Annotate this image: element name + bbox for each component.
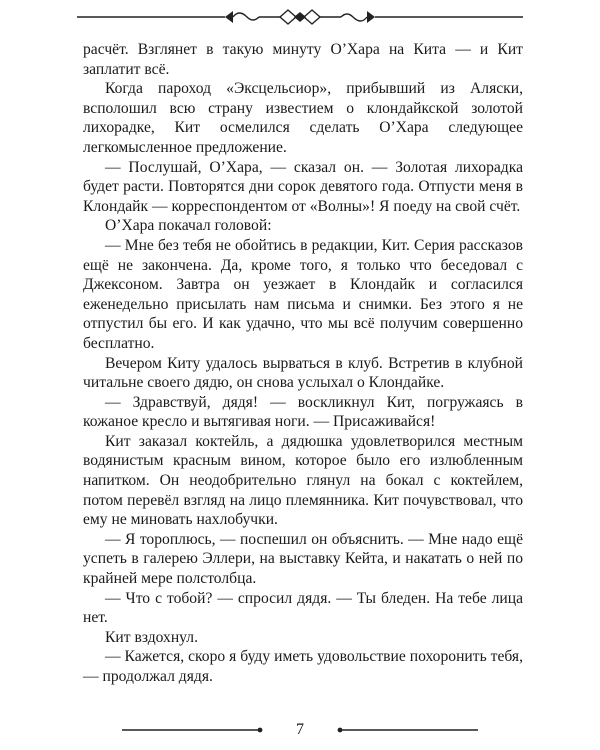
paragraph: Когда пароход «Эксцельсиор», прибывший из Аляски, всполошил всю страну известием о клондайкской золотой лихорадке, Кит осмелился сделать О’Хара следующее легкомысленное предложение. [83, 80, 523, 156]
paragraph: — Я тороплюсь, — поспешил он объяснить. — Мне надо ещё успеть в галерею Эллери, на выставку Кейта, и накатать о ней по крайней мере полстолбца. [83, 530, 523, 588]
paragraph: Кит вздохнул. [105, 628, 198, 646]
paragraph: — Что с тобой? — спросил дядя. — Ты бледен. На тебе лица нет. [83, 589, 523, 627]
paragraph: — Послушай, О’Хара, — сказал он. — Золотая лихорадка будет расти. Повторятся дни сорок девятого года. Отпусти меня в Клондайк — корреспондентом от «Волны»! Я поеду на свой счёт. [83, 158, 523, 215]
paragraph: — Здравствуй, дядя! — воскликнул Кит, погружаясь в кожаное кресло и вытягивая ноги. — Присаживайся! [83, 393, 523, 431]
page-footer [120, 719, 480, 741]
paragraph: расчёт. Взглянет в такую минуту О’Хара на Кита — и Кит заплатит всё. [83, 41, 523, 78]
paragraph: — Мне без тебя не обойтись в редакции, Кит. Серия рассказов ещё не закончена. Да, кроме того, я только что беседовал с Джексоном. Завтра он уезжает в Клондайк и согласился еженедельно присылать нам письма и снимки. Без этого я не отпустил бы его. И как удачно, что мы всё получим совершенно бесплатно. [83, 236, 523, 352]
paragraph: — Кажется, скоро я буду иметь удовольствие похоронить тебя, — продолжал дядя. [83, 648, 523, 685]
top-ornament [75, 6, 525, 28]
page-number: 7 [296, 721, 304, 738]
paragraph: О’Хара покачал головой: [105, 217, 272, 235]
paragraph: Кит заказал коктейль, а дядюшка удовлетворился местным водянистым красным вином, которое было его излюбленным напитком. Он неодобрительно глянул на бокал с коктейлем, потом перевёл взгляд на лицо племянника. Кит почувствовал, что ему не миновать нахлобучки. [83, 432, 523, 529]
paragraph: Вечером Киту удалось вырваться в клуб. Встретив в клубной читальне своего дядю, он снова услыхал о Клондайке. [83, 354, 523, 392]
text-body [83, 40, 523, 687]
